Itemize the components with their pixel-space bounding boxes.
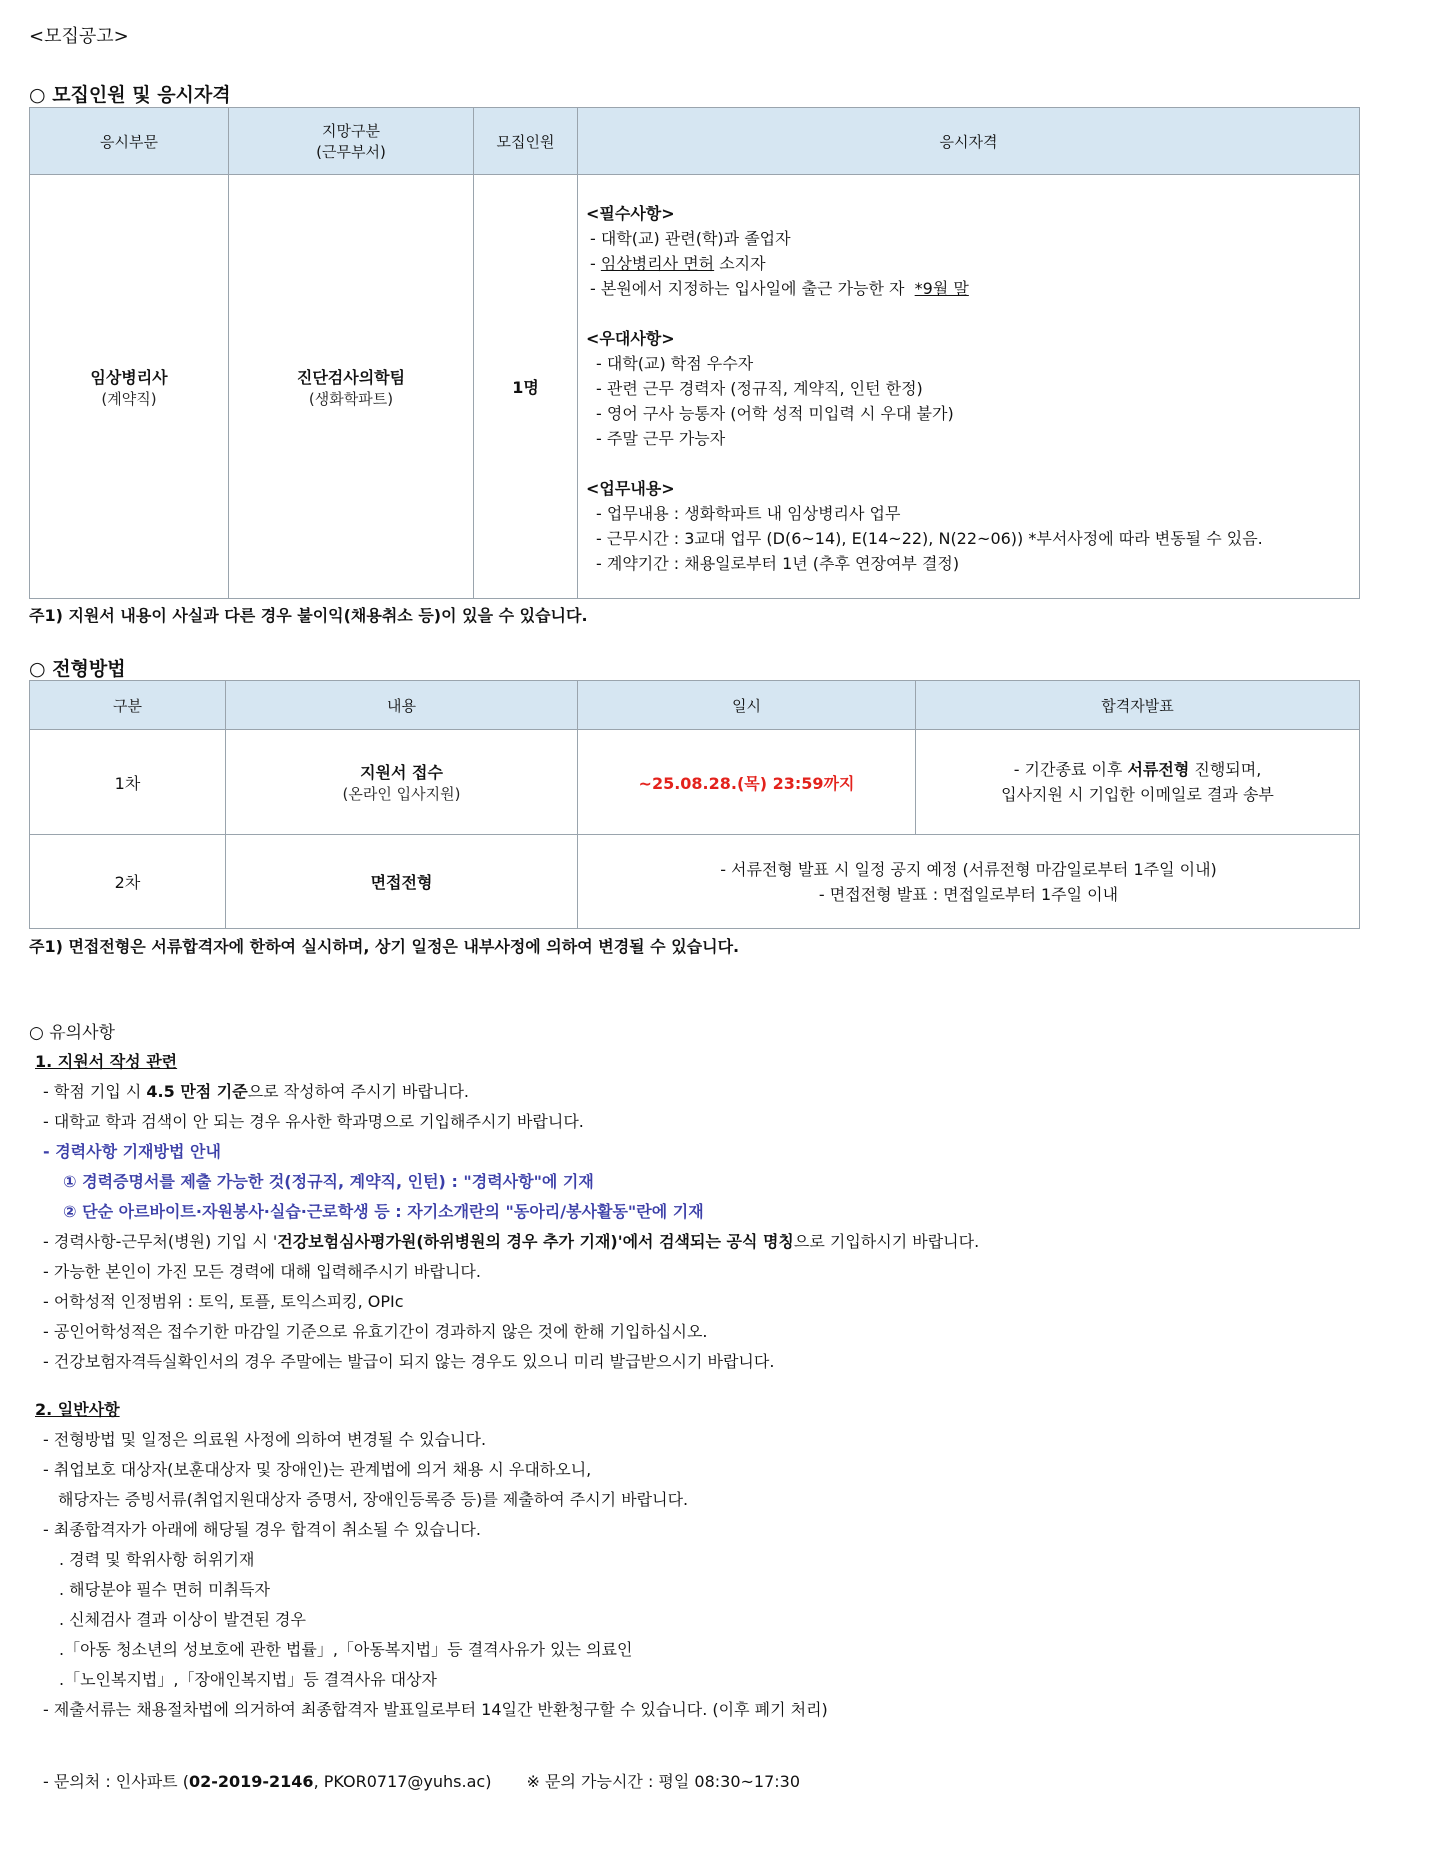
notes-item: - 어학성적 인정범위 : 토익, 토플, 토익스피킹, OPIc [43,1292,404,1311]
section-heading-selection: ○ 전형방법 [29,658,126,680]
content-1-sub: (온라인 입사지원) [342,785,461,803]
division-cell [30,175,229,599]
header-qualification: 응시자격 [578,108,1360,175]
notes-subitem: . 경력 및 학위사항 허위기재 [59,1550,255,1569]
selection-table [29,680,1360,929]
preferred-item: - 대학(교) 학점 우수자 [596,354,754,373]
notes-item: 해당자는 증빙서류(취업지원대상자 증명서, 장애인등록증 등)를 제출하여 주시기 바랍니다. [58,1490,689,1509]
required-title: <필수사항> [586,204,675,223]
contact-line: - 문의처 : 인사파트 (02-2019-2146, PKOR0717@yuhs.ac) ※ 문의 가능시간 : 평일 08:30~17:30 [43,1772,801,1791]
notes-subitem: .「아동 청소년의 성보호에 관한 법률」,「아동복지법」등 결격사유가 있는 의료인 [59,1640,633,1659]
header-content: 내용 [226,681,578,730]
header-date: 일시 [578,681,916,730]
notes-item-career-guide: - 경력사항 기재방법 안내 [43,1142,221,1161]
header-result: 합격자발표 [916,681,1360,730]
count-cell: 1명 [474,175,578,599]
notes-general [35,1397,828,1722]
header-dept [229,108,474,175]
preferred-item: - 주말 근무 가능자 [596,429,726,448]
notes-item: - 최종합격자가 아래에 해당될 경우 합격이 취소될 수 있습니다. [43,1520,481,1539]
stage-2: 2차 [30,835,226,929]
notes-subitem: . 신체검사 결과 이상이 발견된 경우 [59,1610,306,1629]
dept-cell [229,175,474,599]
notes-item: - 대학교 학과 검색이 안 되는 경우 유사한 학과명으로 기입해주시기 바랍니다. [43,1112,584,1131]
duty-title: <업무내용> [586,479,675,498]
result-2-line: - 서류전형 발표 시 일정 공지 예정 (서류전형 마감일로부터 1주일 이내) [720,859,1217,879]
preferred-item: - 영어 구사 능통자 (어학 성적 미입력 시 우대 불가) [596,404,954,423]
content-1-title: 지원서 접수 [360,763,443,782]
stage-1: 1차 [30,730,226,835]
preferred-item: - 관련 근무 경력자 (정규직, 계약직, 인턴 한정) [596,379,923,398]
division-name: 임상병리사 [90,367,168,387]
header-dept-sub: (근무부서) [316,143,386,161]
contact-phone: 02-2019-2146 [188,1772,314,1791]
header-count: 모집인원 [474,108,578,175]
license-text: 임상병리사 면허 [600,254,715,273]
notes-item: - 경력사항-근무처(병원) 기입 시 '건강보험심사평가원(하위병원의 경우 추가 기재)'에서 검색되는 공식 명칭으로 기입하시기 바랍니다. [43,1232,980,1251]
notes-application [35,1049,979,1374]
result-1 [916,730,1360,835]
dept-part: (생화학파트) [308,389,394,408]
division-type: (계약직) [101,389,157,408]
notes-subheading-general: 2. 일반사항 [35,1400,120,1419]
notes-item: - 건강보험자격득실확인서의 경우 주말에는 발급이 되지 않는 경우도 있으니 미리 발급받으시기 바랍니다. [43,1352,775,1371]
section-heading-notes: ○ 유의사항 [29,1023,115,1043]
notes-item: - 취업보호 대상자(보훈대상자 및 장애인)는 관계법에 의거 채용 시 우대하오니, [43,1460,592,1479]
required-item: - 임상병리사 면허 소지자 [590,254,766,273]
qualification-cell [578,175,1360,599]
page-title: <모집공고> [29,26,129,47]
notes-item-career-guide-2: ② 단순 아르바이트·자원봉사·실습·근로학생 등 : 자기소개란의 "동아리/봉사활동"란에 기재 [63,1202,704,1221]
recruitment-note: 주1) 지원서 내용이 사실과 다른 경우 불이익(채용취소 등)이 있을 수 있습니다. [29,606,588,625]
deadline-date: ~25.08.28.(목) 23:59까지 [578,730,916,835]
notes-subitem: . 해당분야 필수 면허 미취득자 [59,1580,270,1599]
start-date-text: *9월 말 [914,279,969,298]
required-item: - 본원에서 지정하는 입사일에 출근 가능한 자 *9월 말 [590,279,969,298]
result-2-line: - 면접전형 발표 : 면접일로부터 1주일 이내 [818,884,1119,904]
header-dept-label: 지망구분 [322,122,380,140]
header-stage: 구분 [30,681,226,730]
preferred-title: <우대사항> [586,329,675,348]
required-item: - 대학(교) 관련(학)과 졸업자 [590,229,791,248]
result-1-line: - 기간종료 이후 서류전형 진행되며, [1013,760,1262,779]
section-heading-recruitment: ○ 모집인원 및 응시자격 [29,84,231,106]
notes-item: - 전형방법 및 일정은 의료원 사정에 의하여 변경될 수 있습니다. [43,1430,487,1449]
notes-item: - 공인어학성적은 접수기한 마감일 기준으로 유효기간이 경과하지 않은 것에 한해 기입하십시오. [43,1322,708,1341]
selection-note: 주1) 면접전형은 서류합격자에 한하여 실시하며, 상기 일정은 내부사정에 의하여 변경될 수 있습니다. [29,937,740,956]
notes-item: - 가능한 본인이 가진 모든 경력에 대해 입력해주시기 바랍니다. [43,1262,481,1281]
notes-subheading-application: 1. 지원서 작성 관련 [35,1052,178,1071]
notes-item: - 제출서류는 채용절차법에 의거하여 최종합격자 발표일로부터 14일간 반환청구할 수 있습니다. (이후 폐기 처리) [43,1700,828,1719]
duty-item: - 업무내용 : 생화학파트 내 임상병리사 업무 [596,504,901,523]
result-1-line: 입사지원 시 기입한 이메일로 결과 송부 [1001,785,1274,804]
notes-item: - 학점 기입 시 4.5 만점 기준으로 작성하여 주시기 바랍니다. [43,1082,469,1101]
dept-name: 진단검사의학팀 [296,367,406,387]
notes-subitem: .「노인복지법」,「장애인복지법」등 결격사유 대상자 [59,1670,438,1689]
notes-item-career-guide-1: ① 경력증명서를 제출 가능한 것(정규직, 계약직, 인턴) : "경력사항"에 기재 [63,1172,594,1191]
contact-hours: ※ 문의 가능시간 : 평일 08:30~17:30 [526,1772,801,1791]
result-2 [578,835,1360,929]
header-division: 응시부문 [30,108,229,175]
content-1 [226,730,578,835]
recruitment-table [29,107,1360,599]
duty-item: - 계약기간 : 채용일로부터 1년 (추후 연장여부 결정) [596,554,960,573]
duty-item: - 근무시간 : 3교대 업무 (D(6~14), E(14~22), N(22~06)) *부서사정에 따라 변동될 수 있음. [596,529,1263,548]
content-2: 면접전형 [226,835,578,929]
